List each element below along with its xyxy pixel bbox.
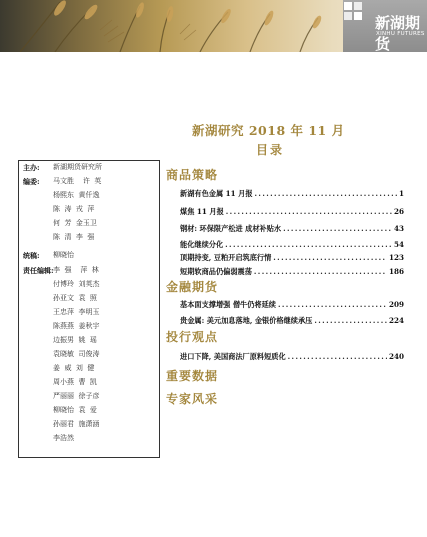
- toc-entry-title: 顶期持变, 豆粕开启筑底行情: [180, 253, 272, 262]
- toc-leader: [278, 300, 387, 309]
- header-banner: [0, 0, 427, 52]
- staff-committee: [23, 176, 102, 241]
- brand-name: 新湖期货: [375, 14, 421, 52]
- toc-entry-page: 186: [388, 267, 404, 276]
- toc-entry-page: 224: [388, 316, 404, 325]
- toc-entry[interactable]: [180, 224, 404, 234]
- toc-entry[interactable]: [180, 316, 404, 326]
- divider: [18, 457, 159, 458]
- toc-entry-page: 209: [388, 300, 404, 309]
- toc-entry[interactable]: [180, 253, 404, 263]
- toc-entry-title: 煤焦 11 月报: [180, 207, 224, 216]
- staff-name: 王忠萍 李明玉: [53, 308, 100, 316]
- staff-name: 陈燕燕 姜秋宇: [53, 322, 100, 330]
- toc-leader: [225, 240, 392, 249]
- toc-leader: [273, 253, 387, 262]
- toc-entry-page: 123: [388, 253, 404, 262]
- brand-name-en: XINHU FUTURES: [376, 31, 425, 37]
- section-heading-key-data[interactable]: 重要数据: [166, 369, 219, 383]
- section-heading-expert-profiles[interactable]: 专家风采: [166, 392, 219, 406]
- toc-entry-page: 54: [393, 240, 404, 249]
- staff-role: 编委:: [23, 177, 40, 186]
- toc-entry[interactable]: [180, 352, 404, 362]
- staff-name: 姜 威 刘 健: [53, 364, 95, 372]
- staff-name: 新湖期货研究所: [53, 163, 102, 171]
- toc-heading: 目录: [256, 143, 285, 157]
- brand-logo: [343, 0, 427, 52]
- toc-entry[interactable]: [180, 240, 404, 250]
- toc-entry-page: 1: [398, 189, 404, 198]
- staff-name: 孙丽君 施潇涵: [53, 420, 100, 428]
- brand-mark-icon: [343, 0, 365, 22]
- wheat-field-image: [0, 0, 343, 52]
- toc-entry-page: 43: [393, 224, 404, 233]
- toc-leader: [283, 224, 392, 233]
- toc-entry-page: 240: [388, 352, 404, 361]
- staff-role: 责任编辑:: [23, 266, 54, 275]
- toc-leader: [254, 267, 387, 276]
- toc-entry-title: 钢材: 环保限产松进 成材补贴水: [180, 224, 282, 233]
- toc-entry-title: 贵金属: 美元加息落地, 金银价格继续承压: [180, 316, 313, 325]
- toc-entry-page: 26: [393, 207, 404, 216]
- toc-entry-title: 短期软商品仍偏弱震荡: [180, 267, 252, 276]
- divider: [18, 160, 159, 161]
- staff-name: 边振男 姚 瑶: [53, 336, 97, 344]
- toc-entry[interactable]: [180, 267, 404, 277]
- editorial-board-panel: [18, 160, 160, 458]
- staff-name: 柳晓怡: [53, 251, 74, 259]
- toc-leader: [288, 352, 387, 361]
- staff-editors: [23, 265, 100, 442]
- staff-name: 孙亚文 袁 照: [53, 294, 97, 302]
- toc-leader: [226, 207, 392, 216]
- staff-role: 主办:: [23, 163, 40, 172]
- staff-name: 何 芳 金玉卫: [53, 219, 97, 227]
- document-title: 新湖研究 2018 年 11 月: [192, 123, 345, 138]
- staff-name: 李浩然: [53, 434, 74, 442]
- toc-leader: [314, 316, 387, 325]
- section-heading-commodity-strategy: 商品策略: [166, 168, 219, 182]
- toc-entry-title: 新湖有色金属 11 月报: [180, 189, 253, 198]
- section-heading-financial-futures: 金融期货: [166, 280, 219, 294]
- toc-entry[interactable]: [180, 189, 404, 199]
- staff-name: 杨熙东 黄仟逸: [53, 191, 100, 199]
- staff-role: 统稿:: [23, 251, 40, 260]
- staff-compiler: [23, 250, 74, 263]
- toc-entry-title: 进口下降, 美国商法厂原料短质化: [180, 352, 286, 361]
- staff-host: [23, 162, 102, 175]
- toc-leader: [255, 189, 397, 198]
- staff-name: 周小燕 曹 凯: [53, 378, 97, 386]
- toc-entry-title: 能化继续分化: [180, 240, 224, 249]
- toc-entry[interactable]: [180, 300, 404, 310]
- staff-name: 陈 涛 戎 萍: [53, 205, 95, 213]
- staff-name: 柳晓怡 袁 爱: [53, 406, 97, 414]
- toc-entry-title: 基本面支撑增强 僧牛仍将延续: [180, 300, 276, 309]
- toc-entry[interactable]: [180, 207, 404, 217]
- staff-name: 付博玲 刘英杰: [53, 280, 100, 288]
- section-heading-investment-views: 投行观点: [166, 330, 219, 344]
- staff-name: 严丽丽 徐子彦: [53, 392, 100, 400]
- staff-name: 陈 清 李 强: [53, 233, 95, 241]
- staff-name: 李 强 萍 林: [53, 266, 99, 274]
- staff-name: 马文胜 许 英: [53, 177, 102, 185]
- staff-name: 袁晓敏 司俊涛: [53, 350, 100, 358]
